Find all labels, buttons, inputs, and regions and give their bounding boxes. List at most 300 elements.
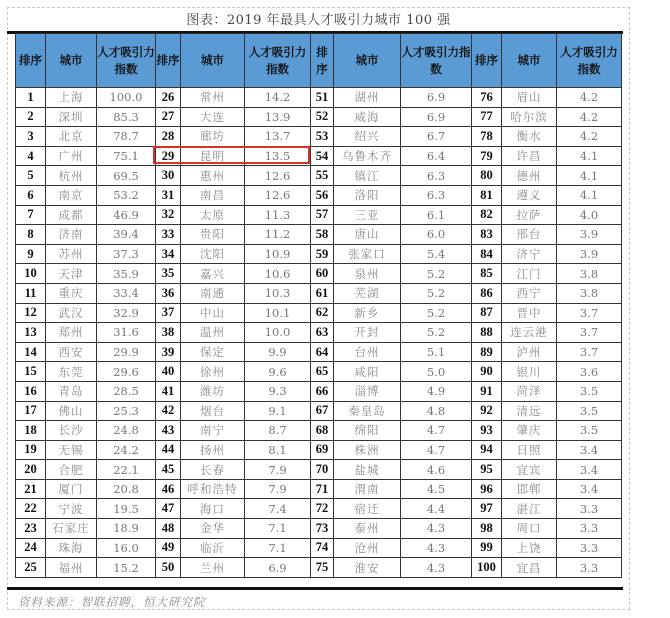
rank-cell: 78 [472, 127, 502, 147]
index-cell: 3.5 [557, 401, 622, 421]
city-cell: 扬州 [181, 440, 245, 460]
rank-cell: 95 [472, 460, 502, 480]
city-cell: 呼和浩特 [181, 479, 245, 499]
rank-cell: 69 [311, 440, 334, 460]
city-cell: 银川 [502, 362, 557, 382]
rank-cell: 58 [311, 225, 334, 245]
index-cell: 4.4 [401, 499, 472, 519]
rank-cell: 16 [16, 381, 46, 401]
index-cell: 53.2 [97, 185, 156, 205]
rank-cell: 35 [156, 264, 181, 284]
table-row [16, 479, 622, 499]
rank-cell: 74 [311, 538, 334, 558]
city-cell: 合肥 [46, 460, 97, 480]
header-city: 城市 [502, 34, 557, 88]
city-cell: 眉山 [502, 88, 557, 108]
city-cell: 兰州 [181, 558, 245, 578]
index-cell: 7.9 [245, 460, 311, 480]
rank-cell: 83 [472, 225, 502, 245]
table-row [16, 225, 622, 245]
index-cell: 13.7 [245, 127, 311, 147]
rank-cell: 97 [472, 499, 502, 519]
city-cell: 宿迁 [334, 499, 401, 519]
city-cell: 佛山 [46, 401, 97, 421]
city-cell: 清远 [502, 401, 557, 421]
city-cell: 淮安 [334, 558, 401, 578]
table-row [16, 362, 622, 382]
rank-cell: 47 [156, 499, 181, 519]
city-cell: 南京 [46, 185, 97, 205]
header-city: 城市 [334, 34, 401, 88]
city-cell: 绍兴 [334, 127, 401, 147]
rank-cell: 9 [16, 244, 46, 264]
rank-cell: 89 [472, 342, 502, 362]
rank-cell: 10 [16, 264, 46, 284]
index-cell: 4.3 [401, 538, 472, 558]
city-cell: 三亚 [334, 205, 401, 225]
city-cell: 金华 [181, 519, 245, 539]
rank-cell: 51 [311, 88, 334, 108]
city-cell: 嘉兴 [181, 264, 245, 284]
index-cell: 19.5 [97, 499, 156, 519]
index-cell: 4.6 [401, 460, 472, 480]
city-cell: 淄博 [334, 381, 401, 401]
index-cell: 9.1 [245, 401, 311, 421]
rank-cell: 72 [311, 499, 334, 519]
city-cell: 绵阳 [334, 421, 401, 441]
index-cell: 8.7 [245, 421, 311, 441]
rank-cell: 80 [472, 166, 502, 186]
index-cell: 4.1 [557, 185, 622, 205]
rank-cell: 98 [472, 519, 502, 539]
city-cell: 邢台 [502, 225, 557, 245]
rank-cell: 21 [16, 479, 46, 499]
index-cell: 3.8 [557, 264, 622, 284]
index-cell: 5.2 [401, 303, 472, 323]
city-cell: 唐山 [334, 225, 401, 245]
index-cell: 3.5 [557, 421, 622, 441]
table-row [16, 440, 622, 460]
table-row [16, 244, 622, 264]
city-cell: 济宁 [502, 244, 557, 264]
city-cell: 南宁 [181, 421, 245, 441]
index-cell: 4.9 [401, 381, 472, 401]
index-cell: 46.9 [97, 205, 156, 225]
bottom-rule [7, 587, 623, 590]
city-cell: 菏泽 [502, 381, 557, 401]
city-cell: 衡水 [502, 127, 557, 147]
city-cell: 贵阳 [181, 225, 245, 245]
rank-cell: 87 [472, 303, 502, 323]
table-row [16, 146, 622, 166]
city-cell: 江门 [502, 264, 557, 284]
index-cell: 33.4 [97, 283, 156, 303]
table-row [16, 401, 622, 421]
index-cell: 8.1 [245, 440, 311, 460]
index-cell: 10.6 [245, 264, 311, 284]
table-row [16, 166, 622, 186]
rank-cell: 49 [156, 538, 181, 558]
table-row [16, 107, 622, 127]
rank-cell: 79 [472, 146, 502, 166]
index-cell: 5.1 [401, 342, 472, 362]
index-cell: 10.3 [245, 283, 311, 303]
rank-cell: 18 [16, 421, 46, 441]
index-cell: 100.0 [97, 88, 156, 108]
index-cell: 3.5 [557, 381, 622, 401]
rank-cell: 42 [156, 401, 181, 421]
rank-cell: 75 [311, 558, 334, 578]
index-cell: 7.4 [245, 499, 311, 519]
index-cell: 6.3 [401, 166, 472, 186]
header-city: 城市 [46, 34, 97, 88]
rank-cell: 4 [16, 146, 46, 166]
rank-cell: 3 [16, 127, 46, 147]
rank-cell: 24 [16, 538, 46, 558]
index-cell: 35.9 [97, 264, 156, 284]
city-cell: 台州 [334, 342, 401, 362]
city-cell: 青岛 [46, 381, 97, 401]
city-cell: 长春 [181, 460, 245, 480]
rank-cell: 53 [311, 127, 334, 147]
city-cell: 保定 [181, 342, 245, 362]
rank-cell: 31 [156, 185, 181, 205]
city-cell: 南昌 [181, 185, 245, 205]
table-row [16, 88, 622, 108]
index-cell: 5.4 [401, 244, 472, 264]
city-cell: 东莞 [46, 362, 97, 382]
rank-cell: 39 [156, 342, 181, 362]
city-cell: 新乡 [334, 303, 401, 323]
rank-cell: 28 [156, 127, 181, 147]
rank-cell: 22 [16, 499, 46, 519]
rank-cell: 2 [16, 107, 46, 127]
index-cell: 31.6 [97, 323, 156, 343]
rank-cell: 64 [311, 342, 334, 362]
table-row [16, 499, 622, 519]
city-cell: 张家口 [334, 244, 401, 264]
index-cell: 4.5 [401, 479, 472, 499]
index-cell: 4.1 [557, 166, 622, 186]
rank-cell: 54 [311, 146, 334, 166]
rank-cell: 23 [16, 519, 46, 539]
city-cell: 哈尔滨 [502, 107, 557, 127]
index-cell: 4.8 [401, 401, 472, 421]
index-cell: 6.9 [245, 558, 311, 578]
city-cell: 湛江 [502, 499, 557, 519]
index-cell: 14.2 [245, 88, 311, 108]
rank-cell: 27 [156, 107, 181, 127]
rank-cell: 57 [311, 205, 334, 225]
city-cell: 太原 [181, 205, 245, 225]
rank-cell: 92 [472, 401, 502, 421]
index-cell: 3.9 [557, 244, 622, 264]
city-cell: 温州 [181, 323, 245, 343]
table-row [16, 519, 622, 539]
index-cell: 3.4 [557, 460, 622, 480]
city-cell: 芜湖 [334, 283, 401, 303]
index-cell: 18.9 [97, 519, 156, 539]
index-cell: 6.7 [401, 127, 472, 147]
index-cell: 78.7 [97, 127, 156, 147]
index-cell: 69.5 [97, 166, 156, 186]
city-cell: 海口 [181, 499, 245, 519]
index-cell: 4.7 [401, 421, 472, 441]
city-cell: 开封 [334, 323, 401, 343]
rank-cell: 62 [311, 303, 334, 323]
rank-cell: 85 [472, 264, 502, 284]
rank-cell: 8 [16, 225, 46, 245]
city-cell: 厦门 [46, 479, 97, 499]
city-ranking-table [15, 33, 622, 578]
rank-cell: 55 [311, 166, 334, 186]
index-cell: 12.6 [245, 185, 311, 205]
table-row [16, 342, 622, 362]
rank-cell: 29 [156, 146, 181, 166]
rank-cell: 59 [311, 244, 334, 264]
table-row [16, 303, 622, 323]
table-row [16, 283, 622, 303]
index-cell: 11.3 [245, 205, 311, 225]
rank-cell: 52 [311, 107, 334, 127]
city-cell: 拉萨 [502, 205, 557, 225]
city-cell: 武汉 [46, 303, 97, 323]
index-cell: 3.7 [557, 342, 622, 362]
table-row [16, 538, 622, 558]
table-row [16, 381, 622, 401]
index-cell: 29.9 [97, 342, 156, 362]
rank-cell: 90 [472, 362, 502, 382]
rank-cell: 43 [156, 421, 181, 441]
rank-cell: 91 [472, 381, 502, 401]
header-rank: 排序 [311, 34, 334, 88]
city-cell: 许昌 [502, 146, 557, 166]
index-cell: 6.4 [401, 146, 472, 166]
index-cell: 15.2 [97, 558, 156, 578]
city-cell: 德州 [502, 166, 557, 186]
rank-cell: 30 [156, 166, 181, 186]
city-cell: 周口 [502, 519, 557, 539]
city-cell: 常州 [181, 88, 245, 108]
city-cell: 重庆 [46, 283, 97, 303]
rank-cell: 84 [472, 244, 502, 264]
rank-cell: 36 [156, 283, 181, 303]
index-cell: 5.2 [401, 264, 472, 284]
city-cell: 宜昌 [502, 558, 557, 578]
city-cell: 宁波 [46, 499, 97, 519]
city-cell: 惠州 [181, 166, 245, 186]
rank-cell: 25 [16, 558, 46, 578]
rank-cell: 65 [311, 362, 334, 382]
header-rank: 排序 [472, 34, 502, 88]
city-cell: 天津 [46, 264, 97, 284]
city-cell: 盐城 [334, 460, 401, 480]
city-cell: 成都 [46, 205, 97, 225]
rank-cell: 46 [156, 479, 181, 499]
index-cell: 12.6 [245, 166, 311, 186]
city-cell: 济南 [46, 225, 97, 245]
rank-cell: 34 [156, 244, 181, 264]
city-cell: 沧州 [334, 538, 401, 558]
header-index: 人才吸引力指数 [97, 34, 156, 88]
city-cell: 长沙 [46, 421, 97, 441]
index-cell: 4.2 [557, 88, 622, 108]
rank-cell: 70 [311, 460, 334, 480]
rank-cell: 5 [16, 166, 46, 186]
city-cell: 大连 [181, 107, 245, 127]
index-cell: 7.1 [245, 538, 311, 558]
index-cell: 25.3 [97, 401, 156, 421]
index-cell: 6.9 [401, 88, 472, 108]
index-cell: 16.0 [97, 538, 156, 558]
index-cell: 3.3 [557, 538, 622, 558]
index-cell: 5.0 [401, 362, 472, 382]
figure-title: 图表：2019 年最具人才吸引力城市 100 强 [186, 13, 451, 28]
rank-cell: 60 [311, 264, 334, 284]
rank-cell: 44 [156, 440, 181, 460]
table-row [16, 460, 622, 480]
table-row [16, 185, 622, 205]
city-cell: 北京 [46, 127, 97, 147]
index-cell: 24.8 [97, 421, 156, 441]
rank-cell: 14 [16, 342, 46, 362]
index-cell: 39.4 [97, 225, 156, 245]
header-rank: 排序 [16, 34, 46, 88]
city-cell: 宜宾 [502, 460, 557, 480]
city-cell: 西宁 [502, 283, 557, 303]
city-cell: 无锡 [46, 440, 97, 460]
rank-cell: 81 [472, 185, 502, 205]
rank-cell: 17 [16, 401, 46, 421]
city-cell: 咸阳 [334, 362, 401, 382]
city-cell: 临沂 [181, 538, 245, 558]
index-cell: 3.3 [557, 519, 622, 539]
city-cell: 珠海 [46, 538, 97, 558]
index-cell: 6.3 [401, 185, 472, 205]
index-cell: 5.2 [401, 323, 472, 343]
city-cell: 石家庄 [46, 519, 97, 539]
rank-cell: 86 [472, 283, 502, 303]
index-cell: 4.1 [557, 146, 622, 166]
index-cell: 9.6 [245, 362, 311, 382]
index-cell: 13.5 [245, 146, 311, 166]
index-cell: 24.2 [97, 440, 156, 460]
table-body [16, 88, 622, 578]
city-cell: 日照 [502, 440, 557, 460]
city-cell: 威海 [334, 107, 401, 127]
rank-cell: 66 [311, 381, 334, 401]
city-cell: 遵义 [502, 185, 557, 205]
city-cell: 株洲 [334, 440, 401, 460]
header-index: 人才吸引力指数 [245, 34, 311, 88]
index-cell: 6.1 [401, 205, 472, 225]
table-row [16, 264, 622, 284]
index-cell: 5.2 [401, 283, 472, 303]
city-cell: 潍坊 [181, 381, 245, 401]
table-row [16, 323, 622, 343]
index-cell: 32.9 [97, 303, 156, 323]
index-cell: 4.7 [401, 440, 472, 460]
rank-cell: 56 [311, 185, 334, 205]
city-cell: 廊坊 [181, 127, 245, 147]
index-cell: 3.4 [557, 479, 622, 499]
rank-cell: 50 [156, 558, 181, 578]
index-cell: 3.4 [557, 440, 622, 460]
rank-cell: 12 [16, 303, 46, 323]
city-cell: 邯郸 [502, 479, 557, 499]
index-cell: 28.5 [97, 381, 156, 401]
city-cell: 渭南 [334, 479, 401, 499]
city-cell: 泰州 [334, 519, 401, 539]
rank-cell: 13 [16, 323, 46, 343]
index-cell: 6.0 [401, 225, 472, 245]
index-cell: 4.2 [557, 107, 622, 127]
city-cell: 晋中 [502, 303, 557, 323]
source-note: 资料来源：智联招聘，恒大研究院 [18, 595, 206, 609]
index-cell: 7.9 [245, 479, 311, 499]
index-cell: 3.9 [557, 225, 622, 245]
rank-cell: 68 [311, 421, 334, 441]
rank-cell: 19 [16, 440, 46, 460]
city-cell: 镇江 [334, 166, 401, 186]
city-cell: 苏州 [46, 244, 97, 264]
table-row [16, 205, 622, 225]
city-cell: 郑州 [46, 323, 97, 343]
city-cell: 泸州 [502, 342, 557, 362]
rank-cell: 45 [156, 460, 181, 480]
header-index: 人才吸引力指数 [557, 34, 622, 88]
index-cell: 22.1 [97, 460, 156, 480]
city-cell: 洛阳 [334, 185, 401, 205]
header-row [16, 34, 622, 88]
rank-cell: 71 [311, 479, 334, 499]
city-cell: 上海 [46, 88, 97, 108]
index-cell: 20.8 [97, 479, 156, 499]
city-cell: 广州 [46, 146, 97, 166]
index-cell: 10.1 [245, 303, 311, 323]
rank-cell: 38 [156, 323, 181, 343]
rank-cell: 67 [311, 401, 334, 421]
index-cell: 10.0 [245, 323, 311, 343]
rank-cell: 33 [156, 225, 181, 245]
index-cell: 10.9 [245, 244, 311, 264]
table-row [16, 127, 622, 147]
city-cell: 连云港 [502, 323, 557, 343]
city-cell: 深圳 [46, 107, 97, 127]
city-cell: 西安 [46, 342, 97, 362]
index-cell: 3.8 [557, 283, 622, 303]
index-cell: 4.3 [401, 519, 472, 539]
city-cell: 南通 [181, 283, 245, 303]
rank-cell: 88 [472, 323, 502, 343]
index-cell: 3.7 [557, 323, 622, 343]
header-rank: 排序 [156, 34, 181, 88]
rank-cell: 94 [472, 440, 502, 460]
index-cell: 85.3 [97, 107, 156, 127]
index-cell: 3.7 [557, 303, 622, 323]
city-cell: 沈阳 [181, 244, 245, 264]
index-cell: 6.9 [401, 107, 472, 127]
city-cell: 昆明 [181, 146, 245, 166]
rank-cell: 32 [156, 205, 181, 225]
city-cell: 湖州 [334, 88, 401, 108]
table-row [16, 558, 622, 578]
index-cell: 29.6 [97, 362, 156, 382]
city-cell: 泉州 [334, 264, 401, 284]
rank-cell: 93 [472, 421, 502, 441]
rank-cell: 48 [156, 519, 181, 539]
city-cell: 杭州 [46, 166, 97, 186]
